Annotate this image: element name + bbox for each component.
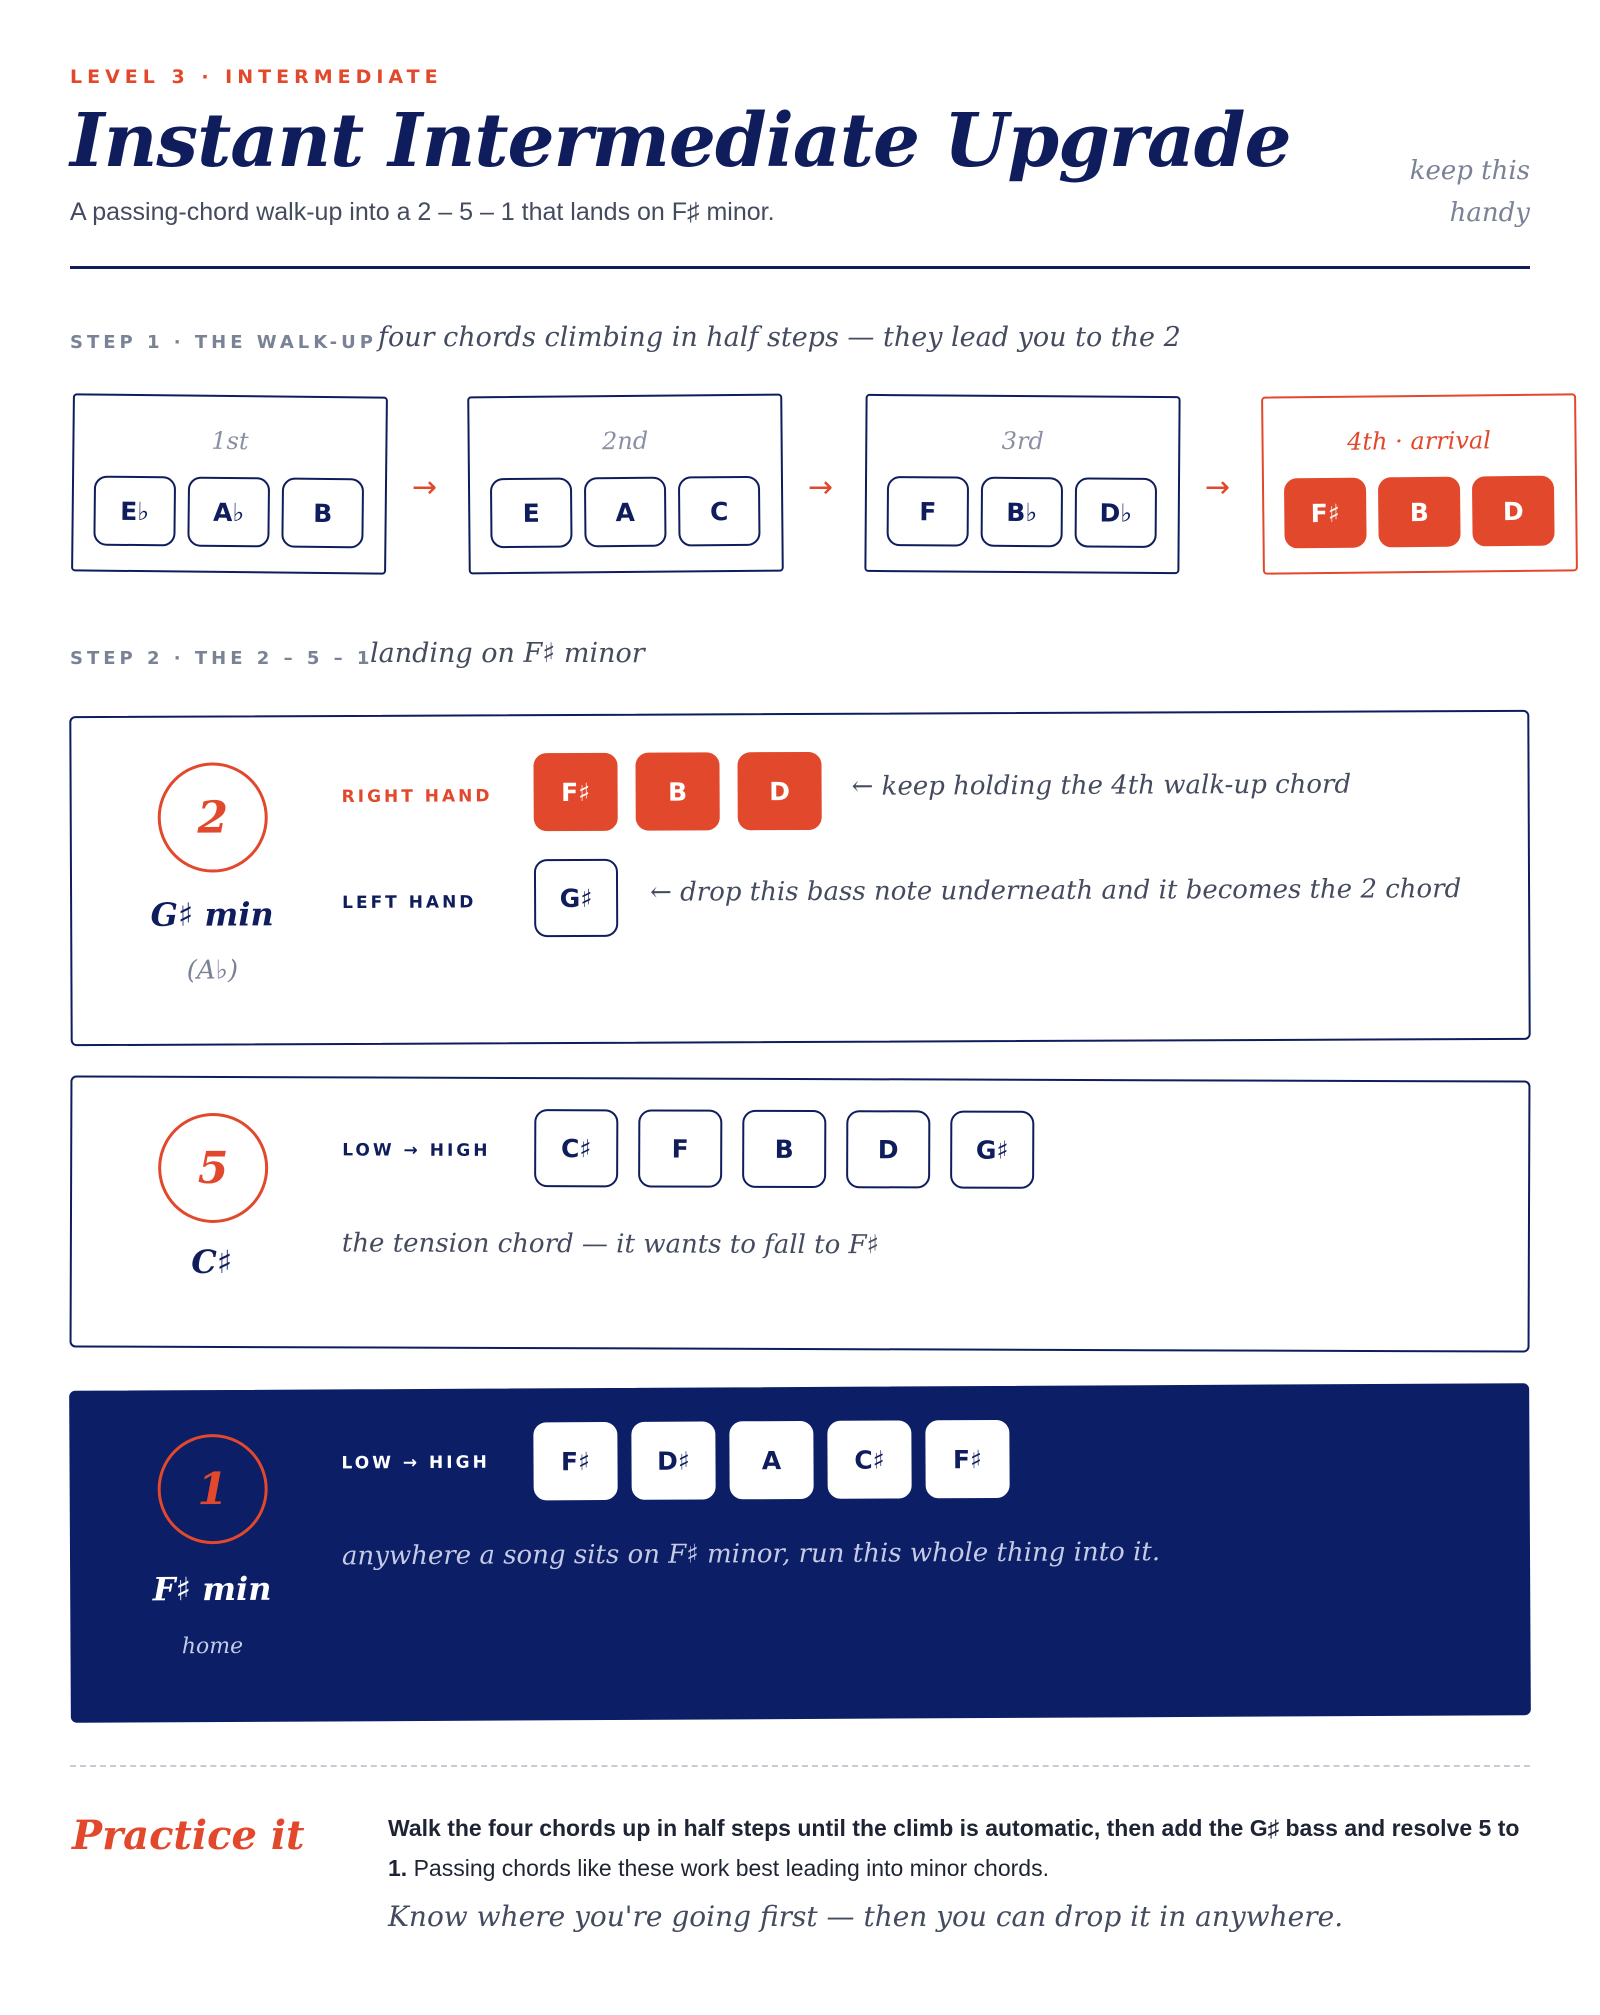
chord1-note: anywhere a song sits on F♯ minor, run this whole thing into it.: [341, 1537, 1161, 1572]
walkup-group-3rd: [864, 394, 1180, 574]
chord-number: 1: [157, 1434, 268, 1545]
key: F: [638, 1109, 722, 1187]
key: E: [490, 477, 573, 548]
group-label: 3rd: [1001, 426, 1044, 456]
key: A: [584, 477, 667, 548]
walkup-group-2nd: [467, 394, 784, 575]
aside-note: [1330, 150, 1530, 234]
chord5-note: the tension chord — it wants to fall to F♯: [341, 1228, 880, 1261]
level-label: LEVEL 3 · INTERMEDIATE: [70, 66, 443, 88]
step1-label: STEP 1 · THE WALK-UP: [70, 332, 377, 353]
chord-card-1: [69, 1383, 1531, 1723]
walkup-group-1st: [71, 393, 388, 574]
group-label: 2nd: [601, 426, 649, 456]
key: D♯: [631, 1421, 715, 1499]
chord-number: 2: [157, 762, 267, 872]
key: B: [281, 478, 364, 549]
key: F♯: [533, 753, 617, 831]
right-hand-note: ← keep holding the 4th walk-up chord: [851, 769, 1352, 802]
key: E♭: [93, 476, 176, 547]
aside-line-1: keep this: [1409, 156, 1530, 186]
key: D: [846, 1110, 930, 1188]
group-label: 1st: [211, 426, 249, 456]
step1-note: four chords climbing in half steps — they lead you to the 2: [378, 322, 1181, 353]
low-high-label: LOW → HIGH: [342, 1140, 491, 1161]
header-divider: [70, 266, 1530, 269]
key: D: [737, 752, 821, 830]
key: C: [678, 476, 761, 547]
right-hand-label: RIGHT HAND: [341, 786, 493, 807]
page-title: Instant Intermediate Upgrade: [70, 98, 1291, 184]
chord-name: F♯ min: [152, 1569, 272, 1609]
group-label: 4th · arrival: [1347, 426, 1492, 456]
arrow-icon: →: [808, 470, 834, 505]
practice-body-rest: Passing chords like these work best leading into minor chords.: [407, 1855, 1049, 1881]
key: G♯: [534, 859, 618, 937]
key: A♭: [187, 477, 270, 548]
left-hand-note: ← drop this bass note underneath and it becomes the 2 chord: [649, 874, 1462, 908]
aside-line-2: handy: [1449, 198, 1530, 228]
key: D♭: [1075, 477, 1157, 548]
key: G♯: [950, 1111, 1034, 1189]
chord-alt: (A♭): [186, 955, 239, 986]
page-subtitle: A passing-chord walk-up into a 2 – 5 – 1 that lands on F♯ minor.: [70, 198, 775, 226]
step2-note: landing on F♯ minor: [370, 638, 645, 669]
key: C♯: [534, 1109, 618, 1187]
key: B: [1378, 477, 1461, 548]
practice-divider: [70, 1765, 1530, 1767]
practice-body-bold: Walk the four chords up in half steps until the climb is automatic, then add the G♯ bass and resolve 5 to 1.: [388, 1815, 1520, 1881]
key: D: [1472, 476, 1555, 547]
key: B: [742, 1110, 826, 1188]
key: F: [887, 476, 969, 547]
chord-name: G♯ min: [150, 895, 274, 934]
practice-body: [388, 1808, 1538, 1888]
chord-number: 5: [158, 1113, 268, 1223]
chord-name: C♯: [191, 1242, 233, 1282]
key: F♯: [533, 1422, 617, 1500]
practice-quote: Know where you're going first — then you can drop it in anywhere.: [388, 1900, 1344, 1933]
key: B♭: [981, 477, 1063, 548]
key: C♯: [827, 1420, 911, 1498]
practice-title: Practice it: [72, 1812, 305, 1859]
arrow-icon: →: [412, 470, 438, 505]
chord-card-2: [69, 710, 1530, 1046]
chord-card-5: [70, 1075, 1531, 1352]
low-high-label: LOW → HIGH: [341, 1452, 490, 1474]
arrow-icon: →: [1205, 470, 1231, 505]
key: B: [635, 752, 719, 830]
key: A: [729, 1421, 813, 1499]
key: F♯: [1284, 478, 1367, 549]
step2-label: STEP 2 · THE 2 – 5 – 1: [70, 648, 374, 669]
key: F♯: [925, 1420, 1009, 1498]
chord-alt: home: [181, 1633, 244, 1660]
walkup-group-4th: [1261, 393, 1578, 574]
left-hand-label: LEFT HAND: [342, 892, 477, 913]
